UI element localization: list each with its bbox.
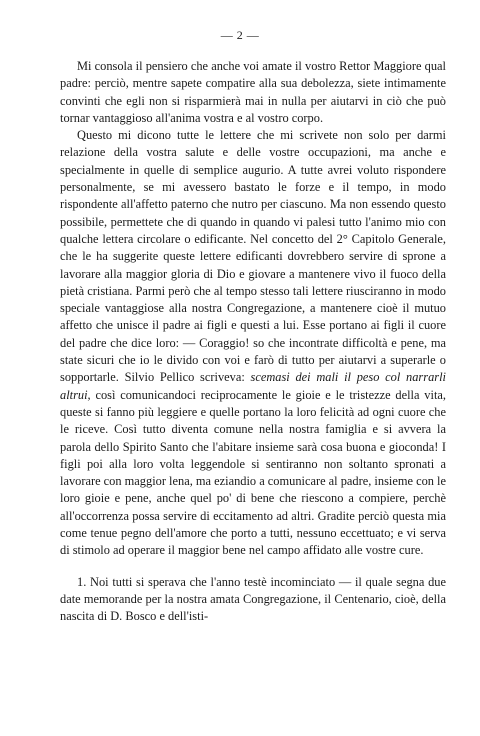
- paragraph-1: Mi consola il pensiero che anche voi amate il vostro Rettor Maggiore qual padre: perciò, mentre sapete compatire alla sua debolezza, siete intimamente convinti che egli non si risparmierà mai in nulla per aiutarvi in ciò che può tornar vantaggioso all'anima vostra e al vostro corpo.: [60, 59, 446, 125]
- paragraph-2-continuation: così comunicandoci reciprocamente le gioie e le tristezze della vita, queste si fanno più leggiere e quelle portano la loro felicità ad ogni cuore che le riceve. Così tutto diventa comune nella nostra famiglia e si avvera la parola dello Spirito Santo che l'abitare insieme sarà cosa buona e gioconda! I figli poi alla loro volta leggendole si sentiranno non soltanto spronati a lavorare con maggior lena, ma eziandio a comunicare al padre, insieme con le loro gioie e pene, anche quel po' di bene che riescono a compiere, perchè all'occorrenza possa servire di eccitamento ad altri. Gradite perciò questa mia come tenue pegno dell'amore che porto a tutti, nessuno eccettuato; e vi serva di stimolo ad operare il maggior bene nel campo affidato alle vostre cure.: [60, 387, 446, 558]
- page-number: — 2 —: [220, 28, 260, 42]
- paragraph-2: [60, 127, 446, 559]
- page-body: [60, 58, 446, 626]
- numbered-paragraph-1: 1. Noi tutti si sperava che l'anno testè incominciato — il quale segna due date memorande per la nostra amata Congregazione, il Centenario, cioè, della nascita di D. Bosco e dell'isti-: [60, 574, 446, 624]
- paragraph-2-text: Questo mi dicono tutte le lettere che mi scrivete non solo per darmi relazione della vostra salute e delle vostre occupazioni, ma anche e specialmente in quelle di semplice augurio. A tutte avrei voluto rispondere personalmente, se mi avessero bastato le forze e il tempo, in modo rispondente all'affetto paterno che nutro per ciascuno. Ma non essendo questo possibile, permettete che di quando in quando vi palesi tutto l'animo mio con qualche lettera circolare o edificante. Nel concetto del 2° Capitolo Generale, che le ha suggerite queste lettere edificanti dovrebbero servire di sprone a lavorare alla maggior gloria di Dio e giovare a mantenere vivo il fuoco della pietà cristiana. Parmi però che al tempo stesso tali lettere riusciranno in modo speciale vantaggiose alla nostra Congregazione, a mantenere cioè il mutuo affetto che unisce il padre ai figli e questi a lui. Esse portano ai figli il cuore del padre che dice loro: — Coraggio! so che incontrate difficoltà e pene, ma state sicuri che io le divido con voi e farò di tutto per aiutarvi a superarle o sopportarle. Silvio Pellico scriveva:: [60, 128, 446, 385]
- pellico-quote: scemasi dei mali il peso col narrarli altrui,: [60, 370, 446, 402]
